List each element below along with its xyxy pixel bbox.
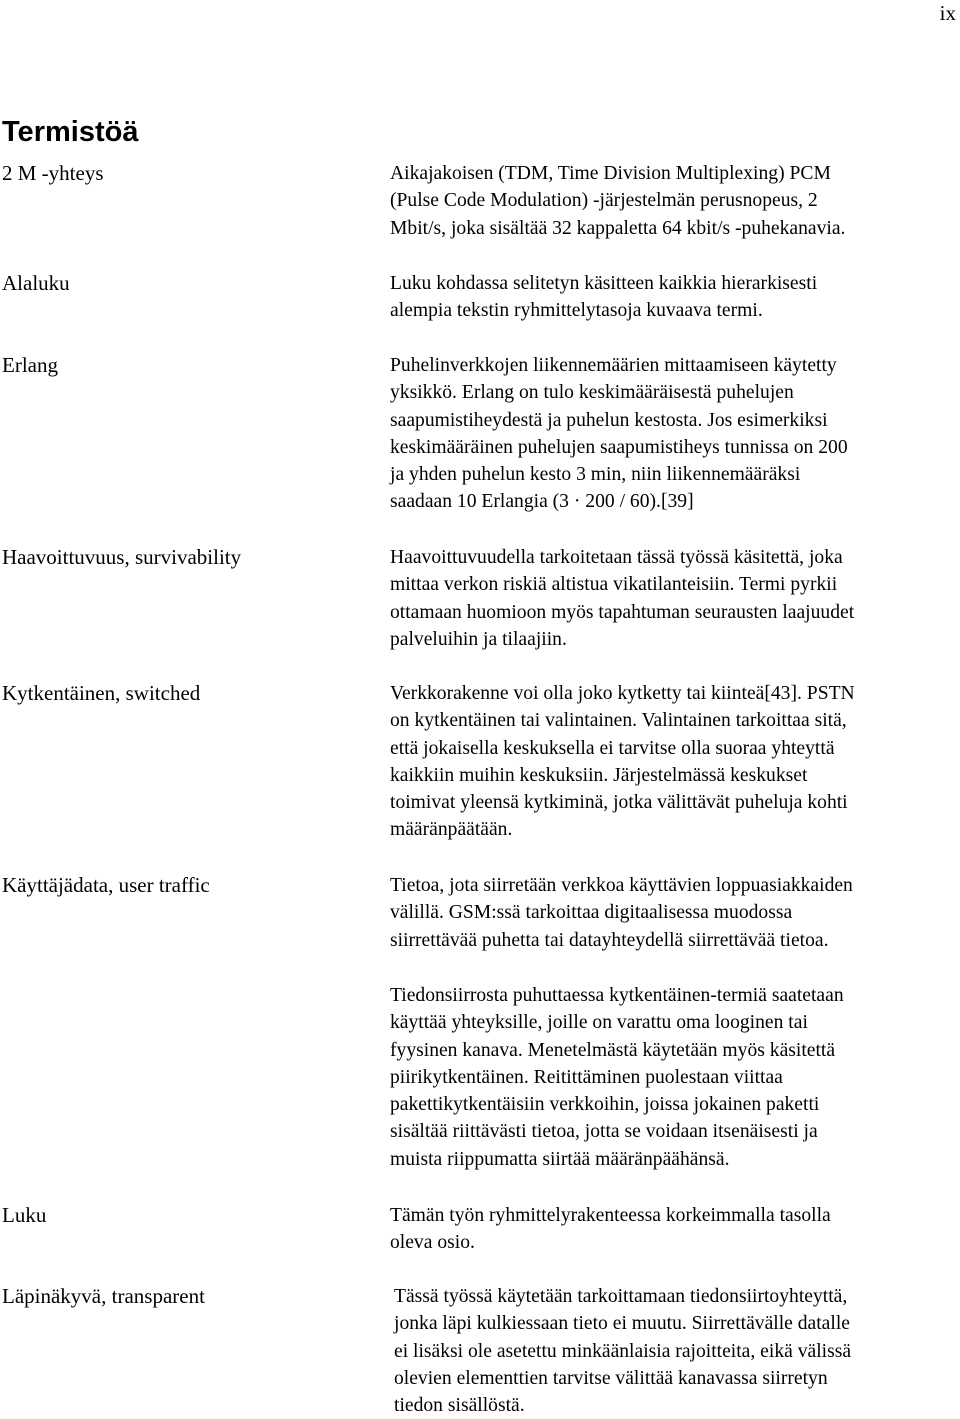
glossary-definition <box>390 982 960 1173</box>
definition-line: on kytkentäinen tai valintainen. Valintainen tarkoittaa sitä, <box>390 710 847 732</box>
definition-line: Mbit/s, joka sisältää 32 kappaletta 64 kbit/s -puhekanavia. <box>390 217 846 239</box>
definition-line: määränpäätään. <box>390 819 513 841</box>
definition-line: keskimääräinen puhelujen saapumistiheys tunnissa on 200 <box>390 436 848 458</box>
definition-line: pakettikytkentäisiin verkkoihin, joissa jokainen paketti <box>390 1094 820 1116</box>
definition-line: kaikkiin muihin keskuksiin. Järjestelmässä keskukset <box>390 764 808 786</box>
glossary-term: Läpinäkyvä, transparent <box>2 1284 205 1308</box>
definition-line: saapumistiheydestä ja puhelun kestosta. Jos esimerkiksi <box>390 409 828 431</box>
definition-line: Tässä työssä käytetään tarkoittamaan tiedonsiirtoyhteyttä, <box>394 1286 848 1307</box>
page-title: Termistöä <box>2 116 139 148</box>
definition-line: Puhelinverkkojen liikennemäärien mittaamiseen käytetty <box>390 355 837 376</box>
definition-line: mittaa verkon riskiä altistua vikatilanteisiin. Termi pyrkii <box>390 574 838 596</box>
definition-line: Aikajakoisen (TDM, Time Division Multiplexing) PCM <box>390 163 831 184</box>
definition-line: Verkkorakenne voi olla joko kytketty tai kiinteä[43]. PSTN <box>390 683 855 704</box>
glossary-definition <box>390 872 960 954</box>
definition-line: siirrettävää puhetta tai datayhteydellä siirrettävää tietoa. <box>390 929 829 951</box>
definition-line: käyttää yhteyksille, joille on varattu oma looginen tai <box>390 1012 808 1034</box>
glossary-definition <box>390 1202 960 1257</box>
glossary-definition <box>390 160 960 242</box>
definition-line: välillä. GSM:ssä tarkoittaa digitaalisessa muodossa <box>390 902 793 924</box>
definition-line: toimivat yleensä kytkiminä, jotka välittävät puheluja kohti <box>390 792 848 814</box>
definition-line: ja yhden puhelun kesto 3 min, niin liikennemääräksi <box>390 464 801 486</box>
glossary-term: Luku <box>2 1203 47 1227</box>
definition-line: Haavoittuvuudella tarkoitetaan tässä työssä käsitettä, joka <box>390 547 843 568</box>
glossary-term: Haavoittuvuus, survivability <box>2 545 242 569</box>
definition-line: tiedon sisällöstä. <box>394 1395 525 1417</box>
definition-line: Tämän työn ryhmittelyrakenteessa korkeimmalla tasolla <box>390 1205 831 1226</box>
definition-line: (Pulse Code Modulation) -järjestelmän perusnopeus, 2 <box>390 190 818 212</box>
definition-line: oleva osio. <box>390 1232 475 1254</box>
glossary-definition <box>390 544 960 653</box>
glossary-definition <box>390 270 960 325</box>
definition-line: että jokaisella keskuksella ei tarvitse olla suoraa yhteyttä <box>390 737 835 759</box>
definition-line: ottamaan huomioon myös tapahtuman seurausten laajuudet <box>390 601 855 623</box>
glossary-definition <box>390 680 960 844</box>
page-number: ix <box>939 1 956 25</box>
definition-line: fyysinen kanava. Menetelmästä käytetään myös käsitettä <box>390 1039 836 1061</box>
glossary-definition <box>394 1283 960 1419</box>
definition-line: Tietoa, jota siirretään verkkoa käyttävien loppuasiakkaiden <box>390 875 853 896</box>
definition-line: jonka läpi kulkiessaan tieto ei muutu. Siirrettävälle datalle <box>394 1313 850 1335</box>
definition-line: saadaan 10 Erlangia (3 · 200 / 60).[39] <box>390 491 694 513</box>
glossary-term: Käyttäjädata, user traffic <box>2 873 210 897</box>
glossary-definition <box>390 352 960 516</box>
definition-line: sisältää riittävästi tietoa, jotta se voidaan itsenäisesti ja <box>390 1121 818 1143</box>
glossary-term: Alaluku <box>2 271 70 295</box>
definition-line: Tiedonsiirrosta puhuttaessa kytkentäinen-termiä saatetaan <box>390 985 844 1006</box>
glossary-term: Kytkentäinen, switched <box>2 681 201 705</box>
definition-line: Luku kohdassa selitetyn käsitteen kaikkia hierarkisesti <box>390 273 818 294</box>
definition-line: muista riippumatta siirtää määränpäähänsä. <box>390 1148 730 1170</box>
definition-line: olevien elementtien tarvitse välittää kanavassa siirretyn <box>394 1367 828 1389</box>
definition-line: alempia tekstin ryhmittelytasoja kuvaava termi. <box>390 300 763 322</box>
glossary-term: Erlang <box>2 353 58 377</box>
definition-line: yksikkö. Erlang on tulo keskimääräisestä puhelujen <box>390 382 794 404</box>
glossary-term: 2 M -yhteys <box>2 161 104 185</box>
definition-line: palveluihin ja tilaajiin. <box>390 628 567 650</box>
definition-line: ei lisäksi ole asetettu minkäänlaisia rajoitteita, eikä välissä <box>394 1340 852 1362</box>
definition-line: piirikytkentäinen. Reitittäminen puolestaan viittaa <box>390 1066 783 1088</box>
